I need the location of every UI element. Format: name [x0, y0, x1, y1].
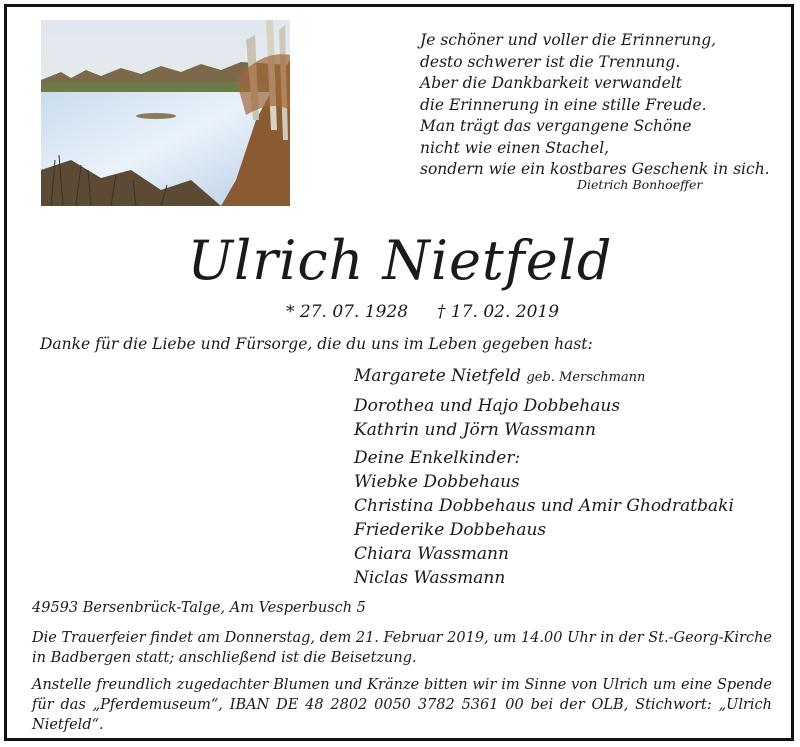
poem-line: nicht wie einen Stachel,: [420, 138, 610, 157]
grandchild: Christina Dobbehaus und Amir Ghodratbaki: [354, 496, 734, 516]
spouse-name: Margarete Nietfeld: [354, 366, 522, 386]
spouse-block: [354, 364, 645, 390]
grandchild: Chiara Wassmann: [354, 544, 509, 564]
grandchildren-heading: Deine Enkelkinder:: [354, 448, 521, 468]
poem-line: desto schwerer ist die Trennung.: [420, 52, 681, 71]
spouse-maiden-name: geb. Merschmann: [526, 370, 646, 385]
donation-info: Anstelle freundlich zugedachter Blumen und Kränze bitten wir im Sinne von Ulrich um eine Spende für das „Pferdemuseum“, IBAN DE 48 2802 0050 3782 5361 00 bei der OLB, Stichwort: „Ulrich Nietfeld“.: [32, 677, 772, 733]
child-couple: Kathrin und Jörn Wassmann: [354, 420, 596, 440]
child-couple: Dorothea und Hajo Dobbehaus: [354, 396, 621, 416]
death-date: † 17. 02. 2019: [437, 302, 560, 322]
poem-line: die Erinnerung in eine stille Freude.: [420, 95, 707, 114]
winter-landscape-photo: [41, 20, 290, 206]
service-info: Die Trauerfeier findet am Donnerstag, dem 21. Februar 2019, um 14.00 Uhr in der St.-Georg-Kirche in Badbergen statt; anschließend ist die Beisetzung.: [32, 630, 772, 666]
grandchild: Wiebke Dobbehaus: [354, 472, 520, 492]
poem-line: Man trägt das vergangene Schöne: [420, 117, 692, 135]
deceased-name: Ulrich Nietfeld: [187, 229, 613, 292]
birth-date: * 27. 07. 1928: [286, 302, 409, 322]
poem: [420, 30, 780, 181]
thanks-text: Danke für die Liebe und Fürsorge, die du uns im Leben gegeben hast:: [40, 335, 593, 353]
children-block: [354, 394, 620, 442]
poem-line: sondern wie ein kostbares Geschenk in sich.: [420, 160, 770, 178]
address: 49593 Bersenbrück-Talge, Am Vesperbusch 5: [32, 600, 366, 616]
poem-line: Je schöner und voller die Erinnerung,: [420, 31, 717, 49]
poem-line: Aber die Dankbarkeit verwandelt: [420, 74, 683, 92]
grandchildren-block: [354, 446, 734, 590]
grandchild: Niclas Wassmann: [354, 568, 506, 588]
poem-author: Dietrich Bonhoeffer: [577, 177, 703, 192]
grandchild: Friederike Dobbehaus: [354, 520, 547, 540]
